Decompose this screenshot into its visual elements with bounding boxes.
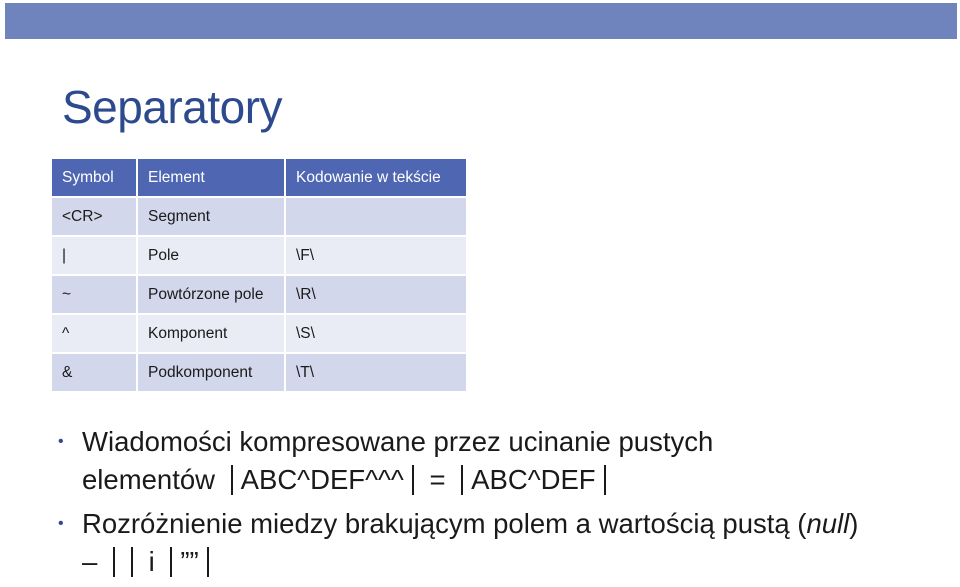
- bullet-dot-icon: •: [58, 433, 64, 450]
- cell-symbol: |: [52, 237, 138, 276]
- bullet-compression: [58, 423, 948, 499]
- empty-quotes: ””: [180, 546, 199, 577]
- pipe-bar-icon: [113, 547, 115, 577]
- pipe-bar-icon: [412, 465, 414, 495]
- cell-encoding: \S\: [286, 315, 468, 354]
- cell-element: Segment: [138, 198, 286, 237]
- table-row: [52, 237, 468, 276]
- table-header-row: [52, 159, 468, 198]
- cell-symbol: ^: [52, 315, 138, 354]
- table-row: [52, 198, 468, 237]
- cell-encoding: \R\: [286, 276, 468, 315]
- cell-encoding: [286, 198, 468, 237]
- bullet-null-text: Rozróżnienie miedzy brakującym polem a wartością pustą (: [82, 508, 807, 539]
- dash: –: [82, 546, 98, 577]
- pipe-bar-icon: [231, 465, 233, 495]
- pipe-bar-icon: [170, 547, 172, 577]
- pipe-bar-icon: [131, 547, 133, 577]
- cell-element: Powtórzone pole: [138, 276, 286, 315]
- pipe-bar-icon: [604, 465, 606, 495]
- cell-element: Pole: [138, 237, 286, 276]
- equals-sign: =: [429, 464, 446, 495]
- pipe-bar-icon: [461, 465, 463, 495]
- table-row: [52, 315, 468, 354]
- null-keyword: null: [806, 508, 850, 539]
- header-encoding: Kodowanie w tekście: [286, 159, 468, 198]
- cell-symbol: <CR>: [52, 198, 138, 237]
- slide-title: Separatory: [62, 81, 283, 133]
- header-symbol: Symbol: [52, 159, 138, 198]
- conjunction-i: i: [148, 546, 155, 577]
- cell-symbol: &: [52, 354, 138, 393]
- pipe-bar-icon: [207, 547, 209, 577]
- close-paren: ): [849, 508, 859, 539]
- header-element: Element: [138, 159, 286, 198]
- separators-table: [52, 159, 468, 393]
- bullet-null-distinction: [58, 505, 948, 581]
- cell-encoding: \T\: [286, 354, 468, 393]
- cell-element: Komponent: [138, 315, 286, 354]
- bullet-list: [58, 423, 948, 587]
- bullet-compression-prefix: elementów: [82, 464, 215, 495]
- cell-encoding: \F\: [286, 237, 468, 276]
- cell-element: Podkomponent: [138, 354, 286, 393]
- bullet-dot-icon: •: [58, 515, 64, 532]
- example-full: ABC^DEF^^^: [240, 464, 404, 495]
- table-row: [52, 276, 468, 315]
- table-row: [52, 354, 468, 393]
- bullet-compression-text: Wiadomości kompresowane przez ucinanie pustych: [82, 426, 714, 457]
- top-decorative-bar: [5, 3, 957, 39]
- example-compressed: ABC^DEF: [471, 464, 596, 495]
- cell-symbol: ~: [52, 276, 138, 315]
